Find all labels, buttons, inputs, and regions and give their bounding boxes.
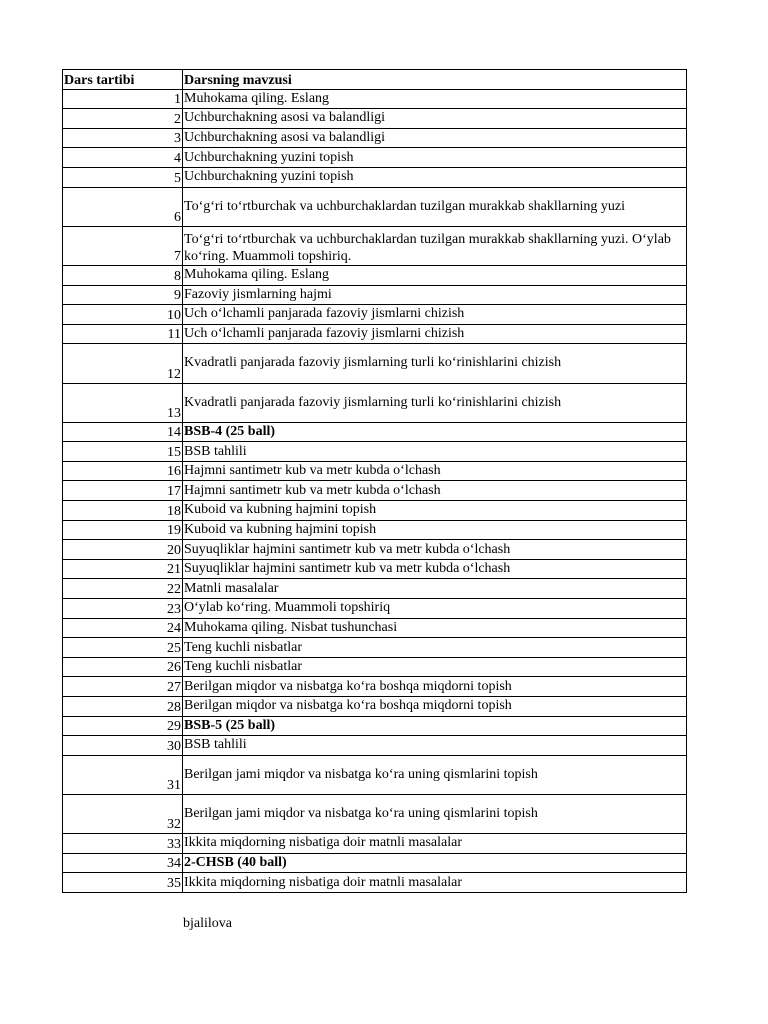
lesson-number: 35 [63, 873, 183, 893]
lesson-number: 18 [63, 501, 183, 521]
lesson-number: 4 [63, 148, 183, 168]
lesson-number: 20 [63, 540, 183, 560]
lesson-topic: Uchburchakning yuzini topish [183, 148, 687, 168]
lesson-number: 6 [63, 187, 183, 226]
author-footer: bjalilova [183, 916, 232, 931]
table-row [63, 461, 687, 481]
lesson-topic: O‘ylab ko‘ring. Muammoli topshiriq [183, 599, 687, 619]
table-row [63, 226, 687, 265]
lesson-topic: Fazoviy jismlarning hajmi [183, 285, 687, 305]
lesson-number: 2 [63, 109, 183, 129]
table-row [63, 128, 687, 148]
lesson-number: 3 [63, 128, 183, 148]
lesson-topic: Uchburchakning asosi va balandligi [183, 128, 687, 148]
lesson-topic: Berilgan jami miqdor va nisbatga ko‘ra uning qismlarini topish [183, 794, 687, 833]
table-row [63, 697, 687, 717]
lesson-topic: 2-CHSB (40 ball) [183, 853, 687, 873]
table-row [63, 736, 687, 756]
table-row [63, 481, 687, 501]
lesson-number: 17 [63, 481, 183, 501]
lesson-topic: Muhokama qiling. Eslang [183, 265, 687, 285]
table-row [63, 344, 687, 383]
table-row [63, 638, 687, 658]
table-row [63, 599, 687, 619]
lesson-topic: Kuboid va kubning hajmini topish [183, 520, 687, 540]
lesson-number: 7 [63, 226, 183, 265]
table-header-row [63, 70, 687, 90]
header-lesson-order: Dars tartibi [63, 70, 183, 90]
table-row [63, 167, 687, 187]
table-row [63, 422, 687, 442]
lesson-topic: Hajmni santimetr kub va metr kubda o‘lchash [183, 461, 687, 481]
table-row [63, 853, 687, 873]
lesson-number: 32 [63, 794, 183, 833]
lesson-topic: Ikkita miqdorning nisbatiga doir matnli masalalar [183, 834, 687, 854]
lesson-topic: Ikkita miqdorning nisbatiga doir matnli masalalar [183, 873, 687, 893]
lesson-topic: BSB tahlili [183, 442, 687, 462]
lesson-topic: Uchburchakning asosi va balandligi [183, 109, 687, 129]
lesson-topic: To‘g‘ri to‘rtburchak va uchburchaklardan tuzilgan murakkab shakllarning yuzi. O‘ylab ko‘ring. Muammoli topshiriq. [183, 226, 687, 265]
lesson-topic: Berilgan miqdor va nisbatga ko‘ra boshqa miqdorni topish [183, 697, 687, 717]
lesson-topic: Kuboid va kubning hajmini topish [183, 501, 687, 521]
table-row [63, 559, 687, 579]
table-row [63, 442, 687, 462]
lesson-plan-table [62, 69, 687, 893]
table-row [63, 305, 687, 325]
lesson-topic: Suyuqliklar hajmini santimetr kub va metr kubda o‘lchash [183, 540, 687, 560]
lesson-topic: Berilgan jami miqdor va nisbatga ko‘ra uning qismlarini topish [183, 755, 687, 794]
lesson-topic: BSB-5 (25 ball) [183, 716, 687, 736]
table-row [63, 618, 687, 638]
table-row [63, 89, 687, 109]
lesson-number: 12 [63, 344, 183, 383]
lesson-topic: To‘g‘ri to‘rtburchak va uchburchaklardan tuzilgan murakkab shakllarning yuzi [183, 187, 687, 226]
table-row [63, 520, 687, 540]
lesson-topic: Suyuqliklar hajmini santimetr kub va metr kubda o‘lchash [183, 559, 687, 579]
lesson-topic: Uch o‘lchamli panjarada fazoviy jismlarni chizish [183, 305, 687, 325]
table-row [63, 148, 687, 168]
lesson-number: 1 [63, 89, 183, 109]
lesson-topic: Muhokama qiling. Nisbat tushunchasi [183, 618, 687, 638]
lesson-number: 30 [63, 736, 183, 756]
lesson-number: 5 [63, 167, 183, 187]
lesson-topic: Uch o‘lchamli panjarada fazoviy jismlarni chizish [183, 324, 687, 344]
lesson-number: 21 [63, 559, 183, 579]
table-row [63, 677, 687, 697]
table-row [63, 579, 687, 599]
lesson-number: 23 [63, 599, 183, 619]
lesson-topic: Kvadratli panjarada fazoviy jismlarning turli ko‘rinishlarini chizish [183, 383, 687, 422]
lesson-number: 28 [63, 697, 183, 717]
lesson-number: 27 [63, 677, 183, 697]
table-row [63, 873, 687, 893]
lesson-number: 22 [63, 579, 183, 599]
lesson-number: 19 [63, 520, 183, 540]
table-row [63, 324, 687, 344]
table-row [63, 755, 687, 794]
lesson-topic: BSB-4 (25 ball) [183, 422, 687, 442]
lesson-number: 33 [63, 834, 183, 854]
table-row [63, 794, 687, 833]
lesson-topic: Teng kuchli nisbatlar [183, 657, 687, 677]
table-row [63, 109, 687, 129]
lesson-number: 25 [63, 638, 183, 658]
lesson-number: 16 [63, 461, 183, 481]
lesson-topic: Muhokama qiling. Eslang [183, 89, 687, 109]
lesson-topic: Teng kuchli nisbatlar [183, 638, 687, 658]
table-row [63, 265, 687, 285]
table-row [63, 501, 687, 521]
header-lesson-topic: Darsning mavzusi [183, 70, 687, 90]
lesson-topic: Kvadratli panjarada fazoviy jismlarning turli ko‘rinishlarini chizish [183, 344, 687, 383]
lesson-number: 13 [63, 383, 183, 422]
lesson-topic: Berilgan miqdor va nisbatga ko‘ra boshqa miqdorni topish [183, 677, 687, 697]
lesson-number: 29 [63, 716, 183, 736]
table-row [63, 540, 687, 560]
lesson-number: 15 [63, 442, 183, 462]
lesson-number: 24 [63, 618, 183, 638]
lesson-number: 26 [63, 657, 183, 677]
lesson-number: 10 [63, 305, 183, 325]
lesson-topic: Matnli masalalar [183, 579, 687, 599]
lesson-number: 9 [63, 285, 183, 305]
table-row [63, 834, 687, 854]
lesson-plan-body [63, 70, 687, 893]
lesson-number: 31 [63, 755, 183, 794]
lesson-topic: BSB tahlili [183, 736, 687, 756]
lesson-topic: Uchburchakning yuzini topish [183, 167, 687, 187]
table-row [63, 657, 687, 677]
lesson-number: 8 [63, 265, 183, 285]
lesson-number: 14 [63, 422, 183, 442]
lesson-number: 11 [63, 324, 183, 344]
table-row [63, 716, 687, 736]
lesson-topic: Hajmni santimetr kub va metr kubda o‘lchash [183, 481, 687, 501]
table-row [63, 285, 687, 305]
table-row [63, 383, 687, 422]
lesson-number: 34 [63, 853, 183, 873]
table-row [63, 187, 687, 226]
